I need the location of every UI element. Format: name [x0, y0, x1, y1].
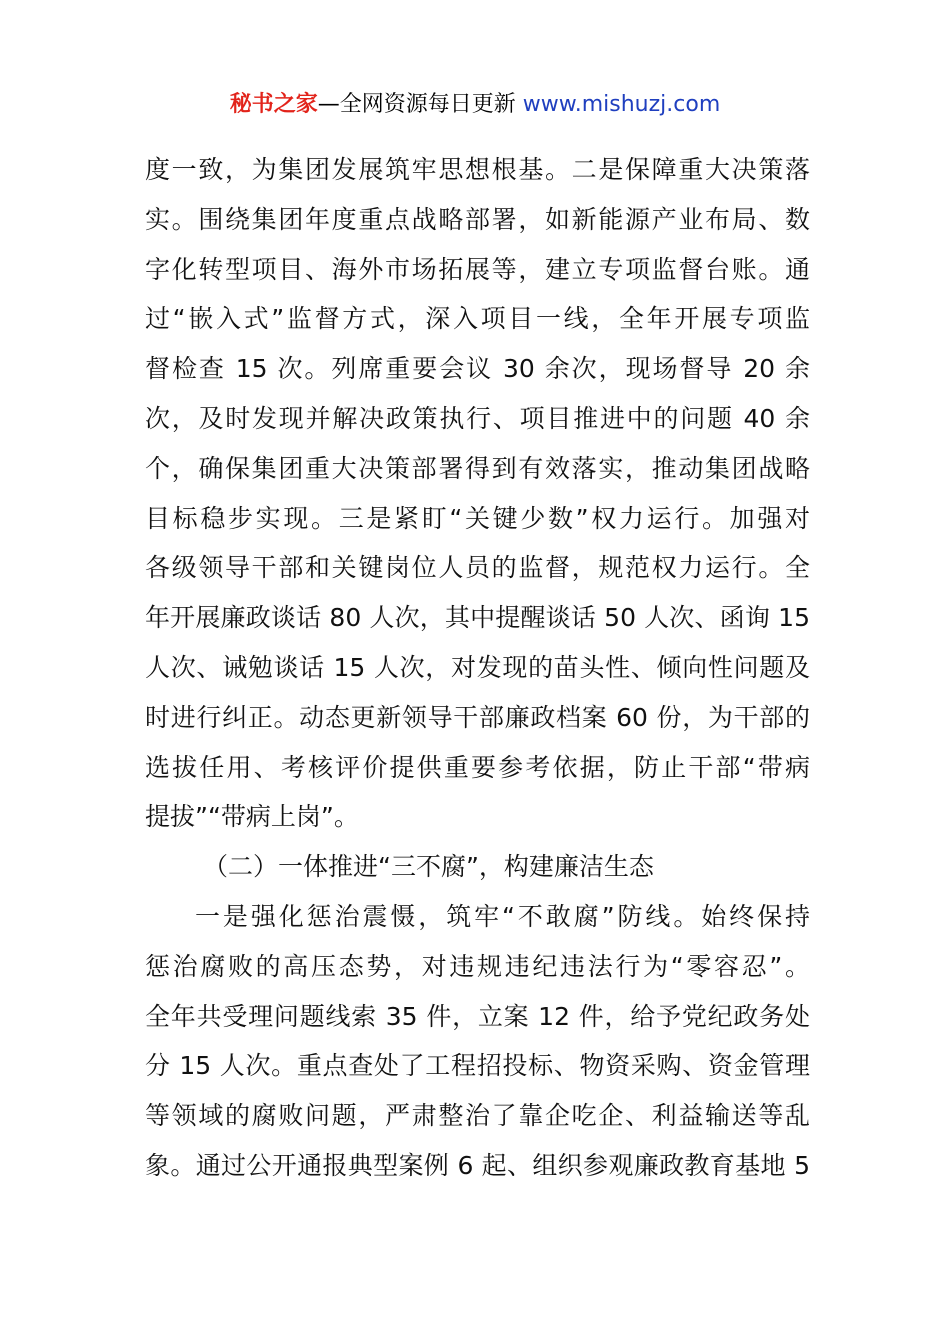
text-line: 度一致，为集团发展筑牢思想根基。二是保障重大决策落 — [145, 155, 810, 184]
header-tagline: —全网资源每日更新 — [317, 92, 516, 117]
text-line: 时进行纠正。动态更新领导干部廉政档案 60 份，为干部的 — [145, 702, 810, 732]
text-line: 提拔”“带病上岗”。 — [145, 802, 359, 832]
section-heading: （二）一体推进“三不腐”，构建廉洁生态 — [203, 852, 654, 882]
text-line: 人次、诫勉谈话 15 人次，对发现的苗头性、倾向性问题及 — [145, 652, 810, 682]
text-line: 目标稳步实现。三是紧盯“关键少数”权力运行。加强对 — [145, 503, 810, 533]
text-line: 督检查 15 次。列席重要会议 30 余次，现场督导 20 余 — [145, 354, 810, 384]
text-line: 选拔任用、考核评价提供重要参考依据，防止干部“带病 — [145, 752, 810, 782]
text-line: 过“嵌入式”监督方式，深入项目一线，全年开展专项监 — [145, 304, 810, 334]
text-line: 等领域的腐败问题，严肃整治了靠企吃企、利益输送等乱 — [145, 1101, 810, 1131]
text-line: 象。通过公开通报典型案例 6 起、组织参观廉政教育基地 5 — [145, 1150, 810, 1180]
text-line: 一是强化惩治震慑，筑牢“不敢腐”防线。始终保持 — [195, 901, 810, 931]
text-line: 各级领导干部和关键岗位人员的监督，规范权力运行。全 — [145, 553, 810, 583]
text-line: 字化转型项目、海外市场拓展等，建立专项监督台账。通 — [145, 254, 810, 284]
text-line: 年开展廉政谈话 80 人次，其中提醒谈话 50 人次、函询 15 — [145, 603, 810, 633]
text-line: 分 15 人次。重点查处了工程招投标、物资采购、资金管理 — [145, 1051, 810, 1081]
text-line: 惩治腐败的高压态势，对违规违纪违法行为“零容忍”。 — [145, 951, 810, 981]
brand-name: 秘书之家 — [229, 92, 318, 117]
document-body — [145, 145, 810, 1191]
text-line: 实。围绕集团年度重点战略部署，如新能源产业布局、数 — [145, 204, 810, 234]
website-link[interactable]: www.mishuzj.com — [522, 92, 721, 117]
text-line: 次，及时发现并解决政策执行、项目推进中的问题 40 余 — [145, 403, 810, 433]
text-line: 个，确保集团重大决策部署得到有效落实，推动集团战略 — [145, 453, 810, 483]
text-line: 全年共受理问题线索 35 件，立案 12 件，给予党纪政务处 — [145, 1001, 810, 1031]
page-header — [0, 88, 950, 122]
